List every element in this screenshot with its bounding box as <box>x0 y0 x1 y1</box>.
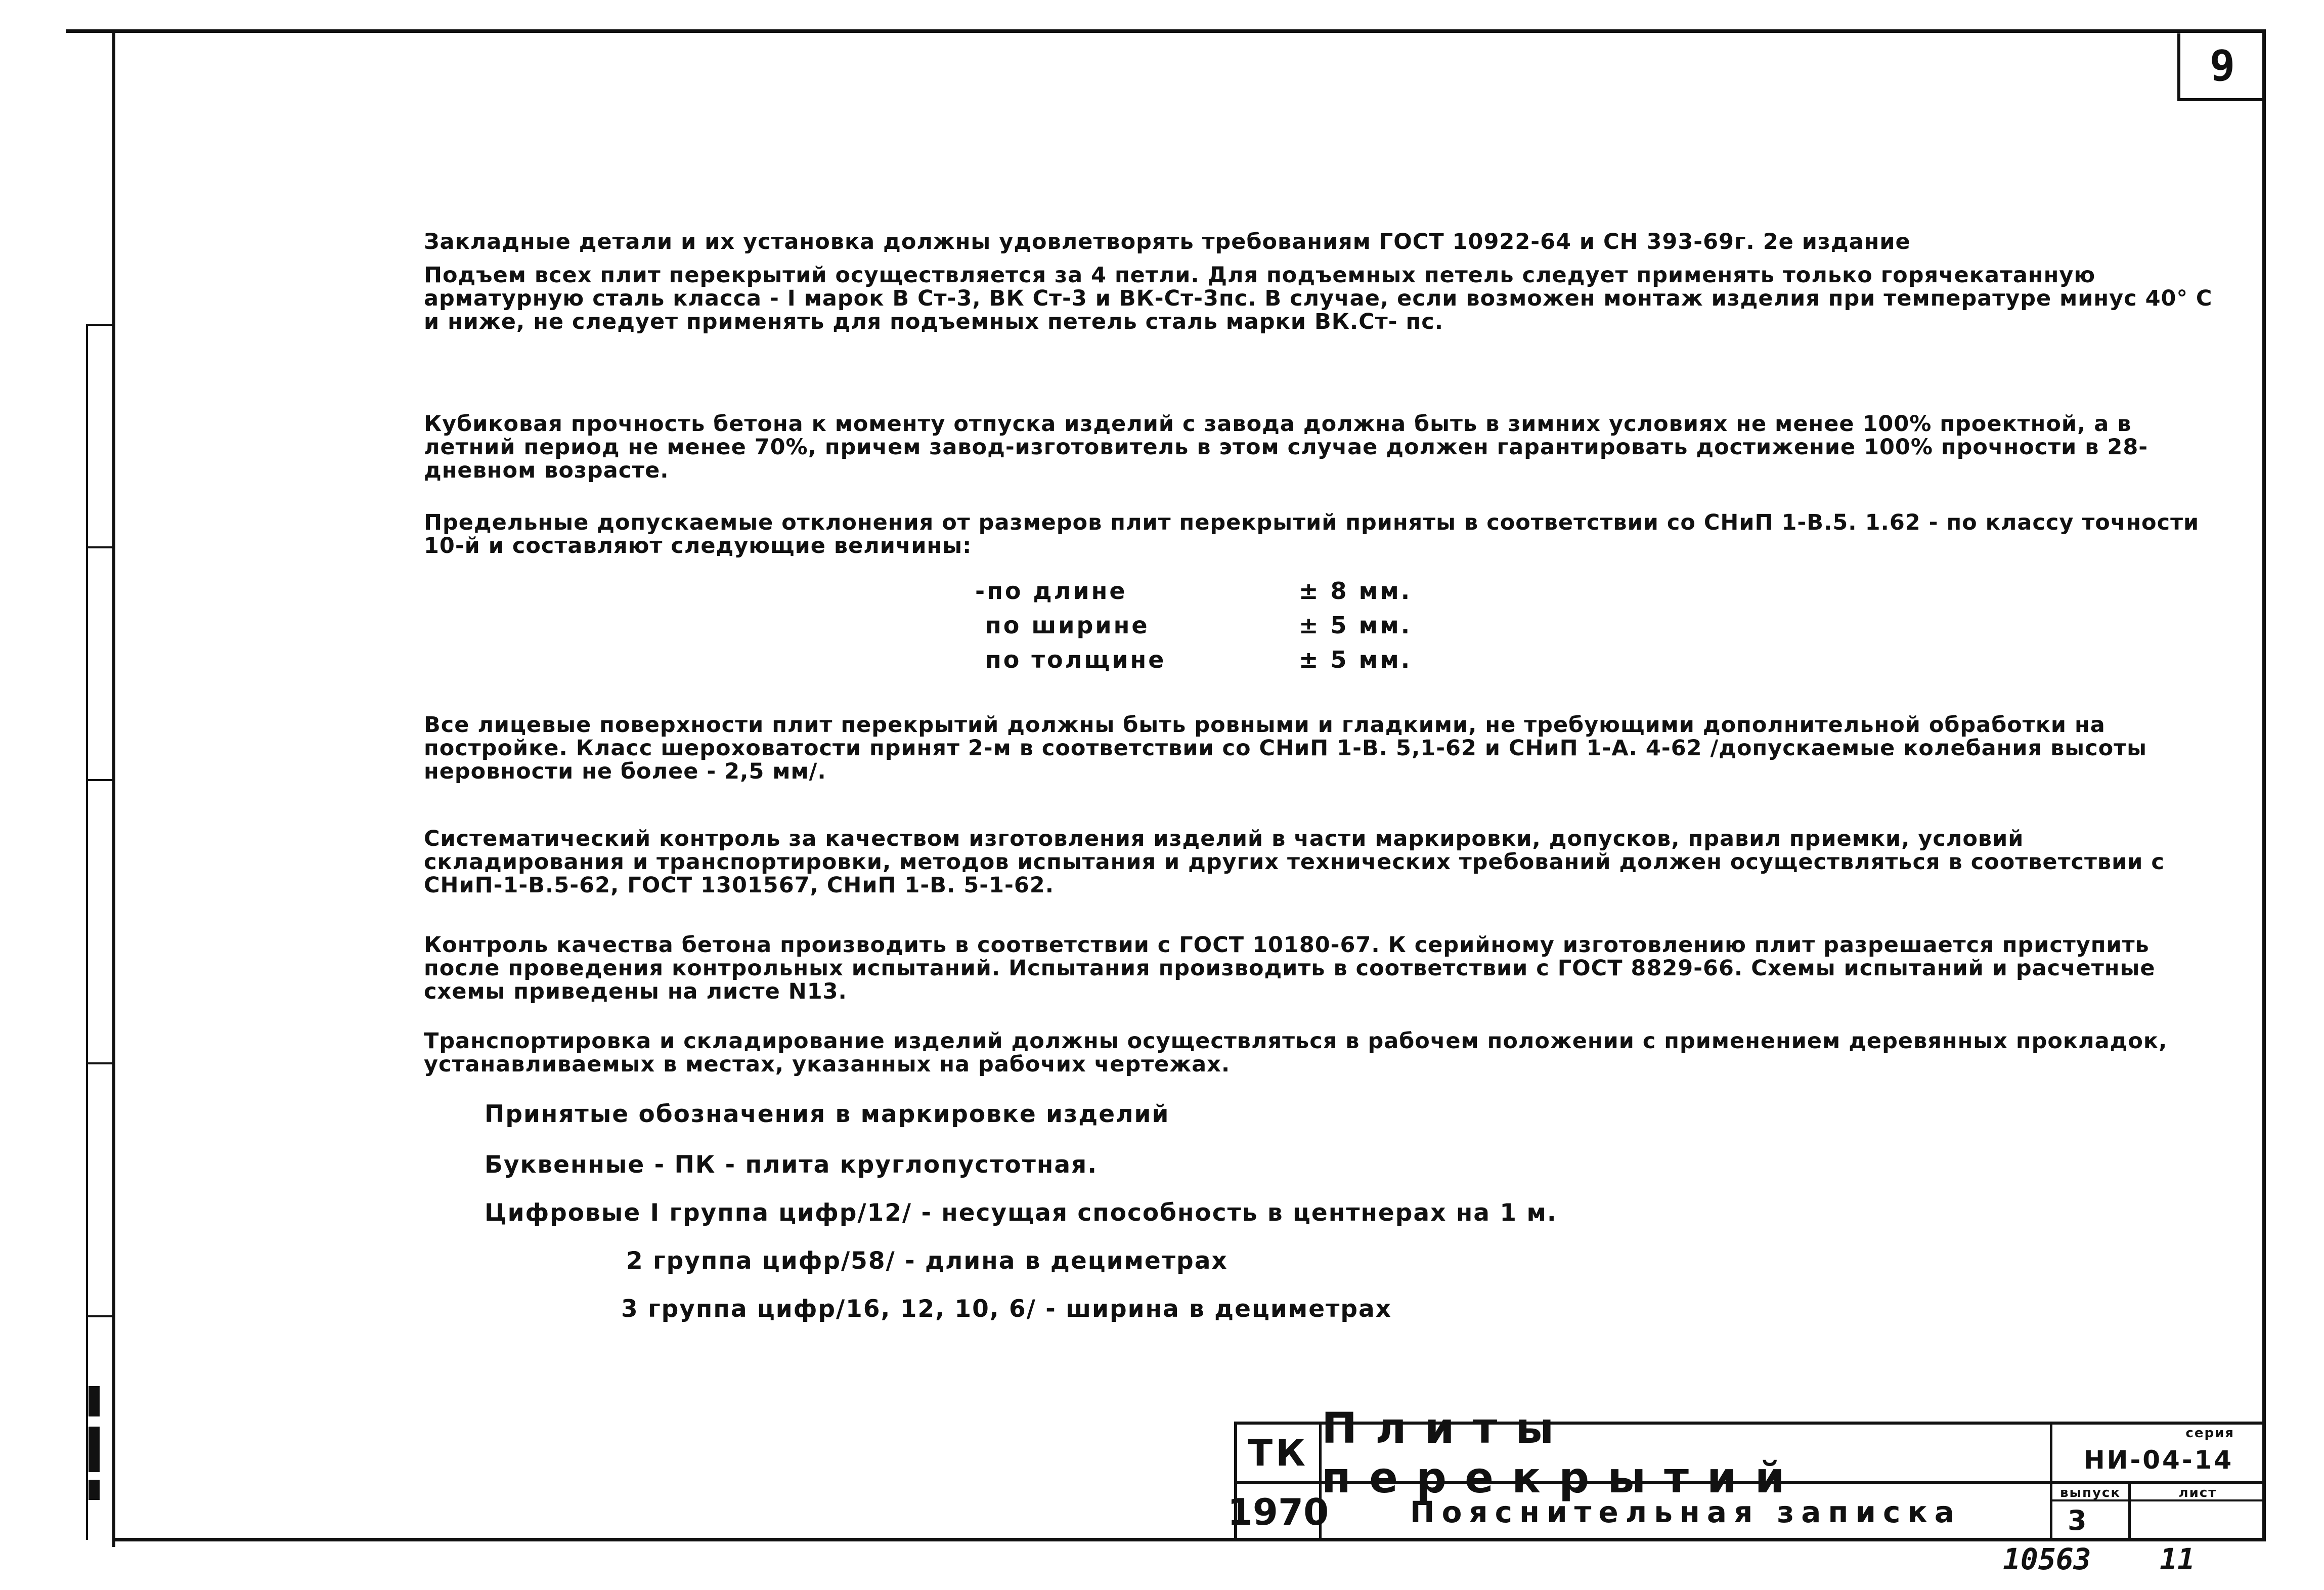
tolerance-thickness-value: ± 5 мм. <box>1299 646 1412 673</box>
sheet-label: лист <box>2178 1485 2217 1500</box>
year: 1970 <box>1227 1491 1329 1533</box>
tolerance-width-label: по ширине <box>985 612 1150 639</box>
document-title: Плиты перекрытий <box>1322 1403 1803 1502</box>
paragraph-concrete-control: Контроль качества бетона производить в соответствии с ГОСТ 10180-67. К серийному изготовлению плит разрешается приступить после проведения контрольных испытаний. Испытания производить в соответствии с ГОСТ 8829-66. Схемы испытаний и расчетные схемы приведены на листе N13. <box>424 932 2156 1004</box>
paragraph-lifting-loops: Подъем всех плит перекрытий осуществляется за 4 петли. Для подъемных петель следует применять только горячекатанную арматурную сталь класса - I марок В Ст-3, ВК Ст-3 и ВК-Ст-3пс. В случае, если возможен монтаж изделия при температуре минус 40° С и ниже, не следует применять для подъемных петель сталь марки ВК.Ст- пс. <box>424 263 2213 334</box>
tolerance-width-value: ± 5 мм. <box>1299 612 1412 639</box>
tolerance-length-value: ± 8 мм. <box>1299 577 1412 605</box>
frame-top-border <box>66 29 2266 33</box>
marking-heading: Принятые обозначения в маркировке изделий <box>485 1100 1170 1128</box>
paragraph-embedded-parts: Закладные детали и их установка должны удовлетворять требованиям ГОСТ 10922-64 и СН 393-69г. 2е издание <box>424 229 1911 254</box>
tolerance-table <box>975 577 1481 673</box>
margin-mark <box>89 1427 100 1472</box>
issue-number: 3 <box>2068 1504 2087 1536</box>
marking-letter-code: Буквенные - ПК - плита круглопустотная. <box>485 1151 1098 1179</box>
inventory-number: 10563 <box>2003 1542 2091 1576</box>
frame-right-border <box>2262 29 2266 1539</box>
tolerance-length-label: -по длине <box>975 577 1127 605</box>
handwritten-sheet-number: 11 <box>2160 1542 2195 1576</box>
marking-digit-group-3: 3 группа цифр/16, 12, 10, 6/ - ширина в дециметрах <box>621 1295 1392 1323</box>
series-label: серия <box>2185 1426 2234 1441</box>
margin-signature-marks <box>78 1386 109 1508</box>
title-block <box>1227 1403 2265 1541</box>
tolerance-thickness-label: по толщине <box>985 646 1166 673</box>
binding-margin-strip <box>66 324 112 1538</box>
margin-mark <box>89 1480 100 1500</box>
series-code: НИ-04-14 <box>2083 1445 2234 1475</box>
margin-cell <box>86 546 113 781</box>
sheet-number-box: 9 <box>2177 33 2264 101</box>
paragraph-surfaces: Все лицевые поверхности плит перекрытий должны быть ровными и гладкими, не требующими дополнительной обработки на постройке. Класс шероховатости принят 2-м в соответствии со СНиП 1-В. 5,1-62 и СНиП 1-А. 4-62 /допускаемые колебания высоты неровности не более - 2,5 мм/. <box>424 712 2147 784</box>
paragraph-transport: Транспортировка и складирование изделий должны осуществляться в рабочем положении с применением деревянных прокладок, устанавливаемых в местах, указанных на рабочих чертежах. <box>424 1028 2168 1077</box>
issue-label: выпуск <box>2060 1485 2121 1500</box>
margin-cell <box>86 779 113 1064</box>
organization-code: ТК <box>1248 1432 1308 1474</box>
marking-digit-group-1: Цифровые I группа цифр/12/ - несущая способность в центнерах на 1 м. <box>485 1199 1557 1227</box>
margin-mark <box>89 1386 100 1416</box>
marking-digit-group-2: 2 группа цифр/58/ - длина в дециметрах <box>626 1247 1228 1275</box>
document-subtitle: Пояснительная записка <box>1410 1495 1961 1529</box>
paragraph-concrete-strength: Кубиковая прочность бетона к моменту отпуска изделий с завода должна быть в зимних условиях не менее 100% проектной, а в летний период не менее 70%, причем завод-изготовитель в этом случае должен гарантировать достижение 100% прочности в 28-дневном возрасте. <box>424 411 2148 483</box>
margin-cell <box>86 324 113 548</box>
paragraph-tolerances: Предельные допускаемые отклонения от размеров плит перекрытий приняты в соответствии со СНиП 1-В.5. 1.62 - по классу точности 10-й и составляют следующие величины: <box>424 510 2200 558</box>
paragraph-quality-control: Систематический контроль за качеством изготовления изделий в части маркировки, допусков, правил приемки, условий складирования и транспортировки, методов испытания и других технических требований должен осуществляться в соответствии с СНиП-1-В.5-62, ГОСТ 1301567, СНиП 1-В. 5-1-62. <box>424 826 2165 898</box>
margin-cell <box>86 1062 113 1317</box>
